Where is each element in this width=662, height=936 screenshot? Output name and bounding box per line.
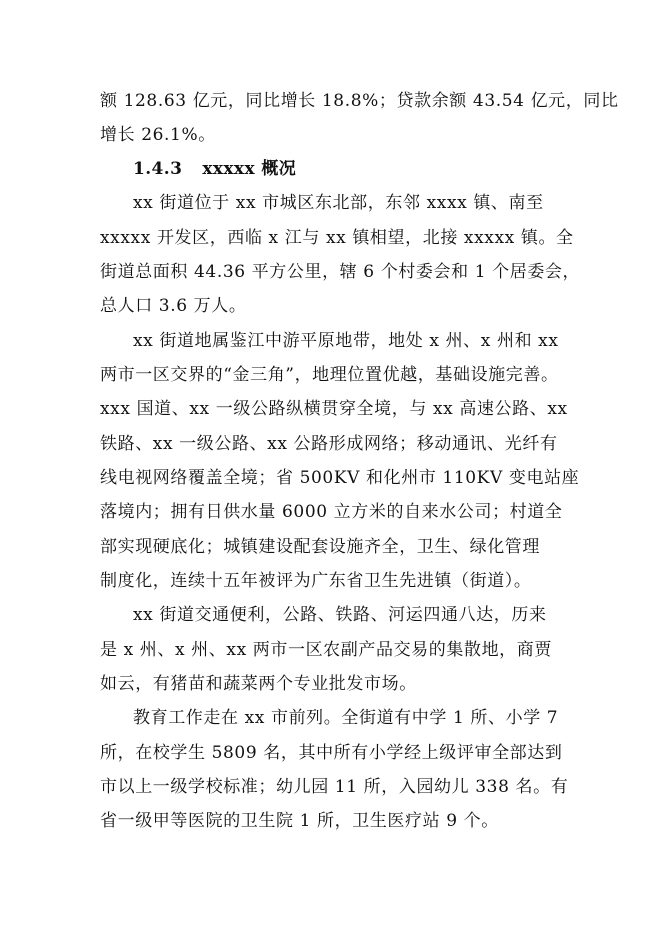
section-title: xxxxx 概况 [202,159,297,179]
text-line: xx 街道位于 xx 市城区东北部，东邻 xxxx 镇、南至 [133,193,544,213]
text-line: 如云，有猪苗和蔬菜两个专业批发市场。 [100,674,417,694]
text-line: 省一级甲等医院的卫生院 1 所，卫生医疗站 9 个。 [100,811,499,831]
text-line: xxx 国道、xx 一级公路纵横贯穿全境，与 xx 高速公路、xx [100,399,568,419]
section-heading [133,151,296,187]
text-line: 市以上一级学校标准；幼儿园 11 所，入园幼儿 338 名。有 [100,777,569,797]
text-line: 是 x 州、x 州、xx 两市一区农副产品交易的集散地，商贾 [100,640,552,660]
text-line: 额 128.63 亿元，同比增长 18.8%；贷款余额 43.54 亿元，同比 [100,91,619,111]
text-line: 两市一区交界的“金三角”，地理位置优越，基础设施完善。 [100,365,559,385]
text-line: 铁路、xx 一级公路、xx 公路形成网络；移动通讯、光纤有 [100,434,558,454]
text-line: 所，在校学生 5809 名，其中所有小学经上级评审全部达到 [100,743,563,763]
text-line: 制度化，连续十五年被评为广东省卫生先进镇（街道）。 [100,571,532,591]
text-line: xx 街道交通便利，公路、铁路、河运四通八达，历来 [133,605,547,625]
text-line: xxxxx 开发区，西临 x 江与 xx 镇相望，北接 xxxxx 镇。全 [100,228,574,248]
section-number: 1.4.3 [133,159,183,179]
text-line: xx 街道地属鉴江中游平原地带，地处 x 州、x 州和 xx [133,331,559,351]
text-line: 街道总面积 44.36 平方公里，辖 6 个村委会和 1 个居委会， [100,262,581,282]
text-line: 线电视网络覆盖全境；省 500KV 和化州市 110KV 变电站座 [100,468,580,488]
text-line: 教育工作走在 xx 市前列。全街道有中学 1 所、小学 7 [133,708,559,728]
text-line: 增长 26.1%。 [100,125,216,145]
text-line: 落境内；拥有日供水量 6000 立方米的自来水公司；村道全 [100,502,563,522]
text-line: 总人口 3.6 万人。 [100,296,247,316]
text-line: 部实现硬底化；城镇建设配套设施齐全，卫生、绿化管理 [100,537,540,557]
